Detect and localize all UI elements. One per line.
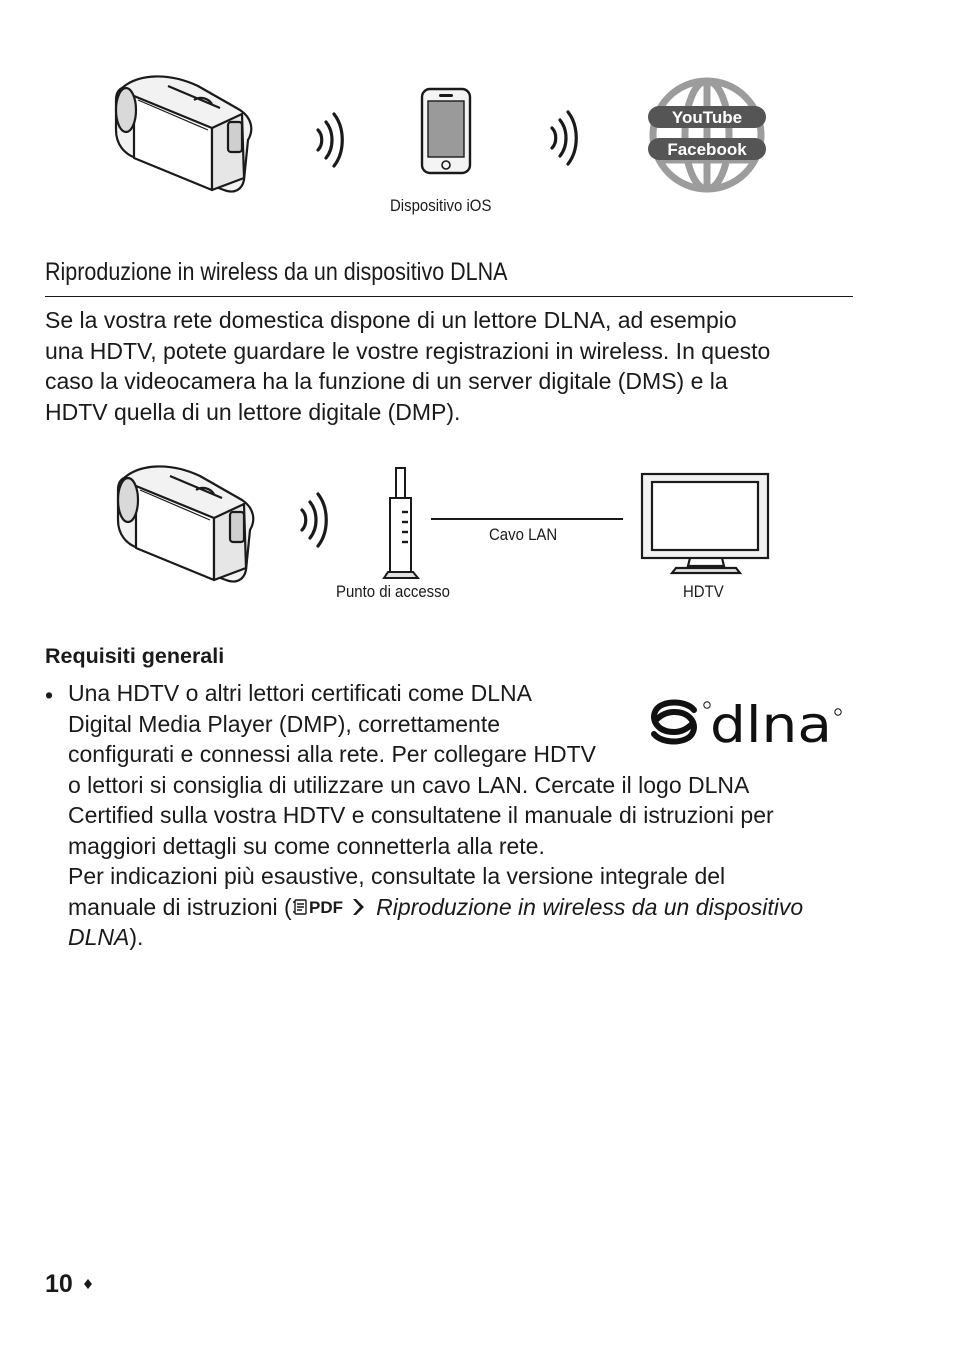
wireless-signal-icon (296, 490, 332, 550)
requirements-line: o lettori si consiglia di utilizzare un cavo LAN. Cercate il logo DLNA (68, 771, 750, 798)
intro-line: HDTV quella di un lettore digitale (DMP). (45, 398, 461, 425)
lan-cable-line (431, 518, 623, 520)
intro-paragraph (45, 305, 865, 427)
bullet-marker: • (45, 682, 54, 708)
intro-line: una HDTV, potete guardare le vostre registrazioni in wireless. In questo (45, 337, 771, 364)
requirements-line: Una HDTV o altri lettori certificati come DLNA (68, 680, 532, 706)
page-number: 10 (45, 1270, 73, 1298)
requirements-line: Certified sulla vostra HDTV e consultatene il manuale di istruzioni per (68, 802, 774, 828)
ios-device-caption: Dispositivo iOS (390, 196, 492, 215)
section-title: Riproduzione in wireless da un dispositivo DLNA (45, 258, 508, 286)
reference-suffix: ). (129, 924, 144, 950)
hdtv-caption: HDTV (683, 582, 724, 601)
section-divider (45, 296, 853, 297)
lan-cable-caption: Cavo LAN (489, 525, 558, 544)
intro-line: Se la vostra rete domestica dispone di un lettore DLNA, ad esempio (45, 307, 737, 333)
wireless-signal-icon (312, 110, 348, 170)
requirements-line: Digital Media Player (DMP), correttamente (68, 710, 501, 737)
facebook-label: Facebook (667, 140, 747, 159)
globe-icon (646, 76, 768, 194)
dlna-logo (648, 696, 842, 748)
camcorder-icon (110, 460, 262, 586)
requirements-line: maggiori dettagli su come connetterla alla rete. (68, 832, 545, 859)
reference-title-part: Riproduzione in wireless da un dispositivo (369, 893, 804, 920)
youtube-label: YouTube (671, 108, 743, 127)
intro-line: caso la videocamera ha la funzione di un server digitale (DMS) e la (45, 368, 728, 394)
requirements-line: configurati e connessi alla rete. Per collegare HDTV (68, 741, 596, 767)
pdf-reference-icon (292, 896, 370, 918)
access-point-icon (380, 466, 424, 582)
camcorder-icon (108, 70, 260, 196)
hdtv-icon (640, 472, 772, 576)
manual-reference-line (68, 922, 803, 953)
requirements-title: Requisiti generali (45, 644, 225, 668)
reference-prefix: manuale di istruzioni ( (68, 893, 292, 920)
diamond-icon (82, 1276, 94, 1292)
dlna-logo-wordmark: dlna (710, 696, 832, 748)
access-point-caption: Punto di accesso (336, 582, 450, 601)
wireless-signal-icon (546, 108, 582, 168)
manual-reference-line (68, 892, 803, 923)
pdf-icon-label: PDF (308, 897, 343, 917)
smartphone-icon (420, 87, 472, 175)
requirements-line: Per indicazioni più esaustive, consultate la versione integrale del (68, 863, 726, 889)
reference-title-part: DLNA (68, 924, 130, 950)
